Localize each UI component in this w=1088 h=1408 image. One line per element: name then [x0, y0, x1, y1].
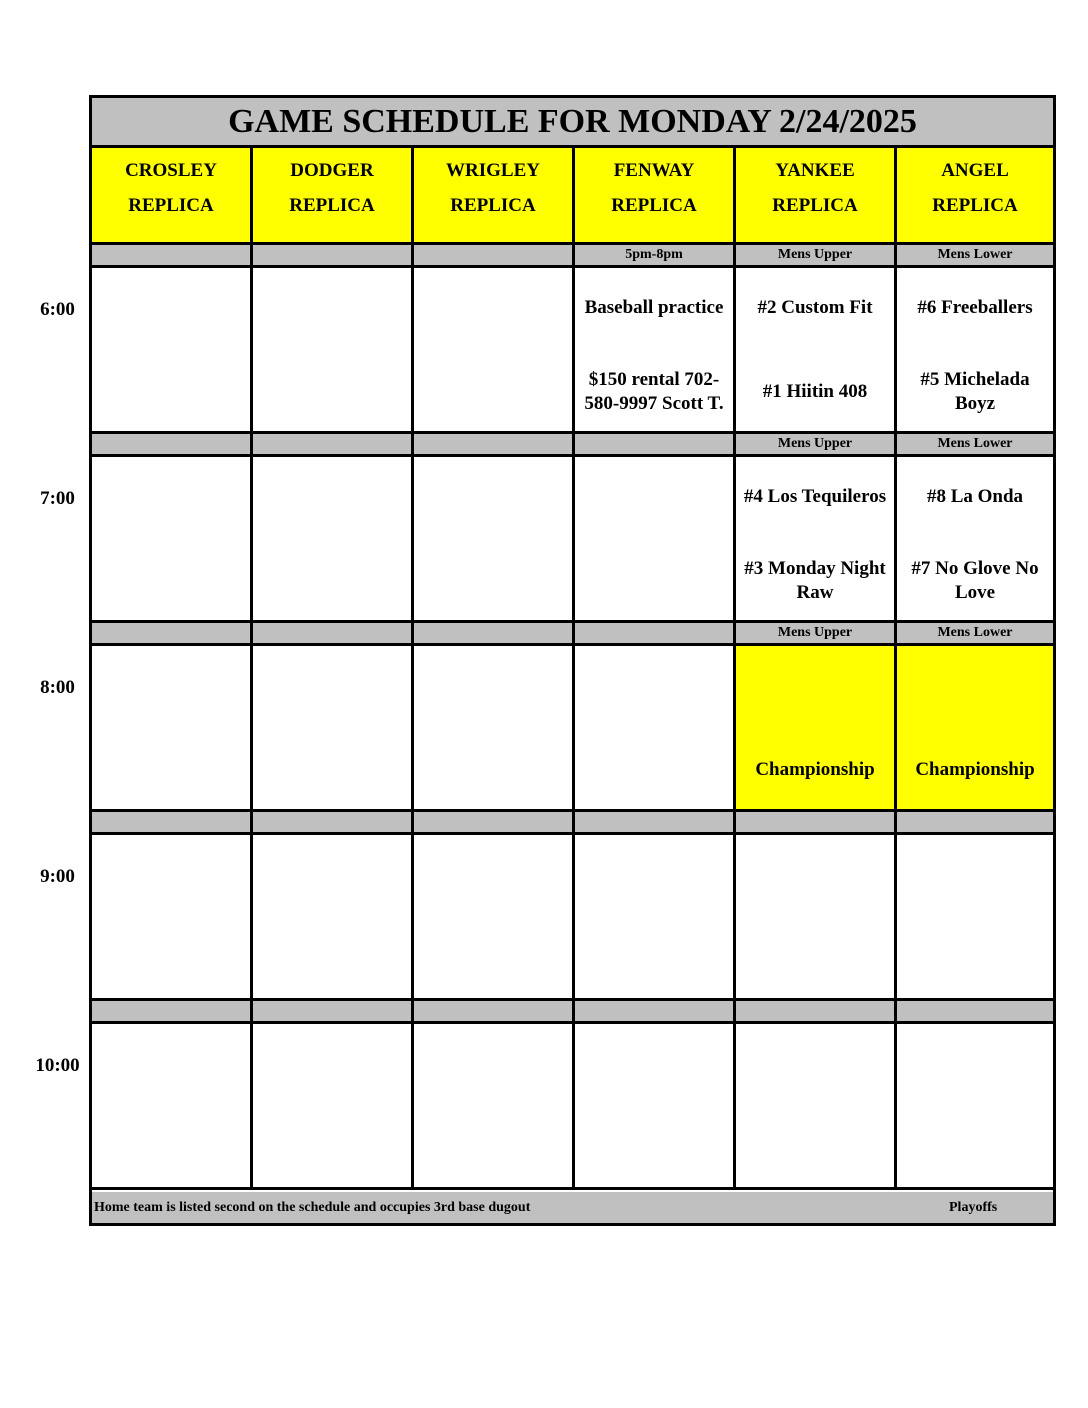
field-type: REPLICA: [772, 195, 858, 216]
game-bottom: #1 Hiitin 408: [762, 381, 868, 402]
slot-label: [575, 812, 733, 832]
game-top: [255, 662, 409, 710]
game-top: Baseball practice: [584, 297, 724, 318]
game-cell: [736, 457, 894, 620]
slot-label: [253, 434, 411, 454]
game-cell: [414, 646, 572, 809]
game-bottom: [255, 934, 409, 984]
slot-label: [575, 1001, 733, 1021]
footer-note: Home team is listed second on the schedule and occupies 3rd base dugout: [94, 1199, 531, 1215]
game-bottom: #7 No Glove No Love: [911, 558, 1039, 603]
game-bottom: [94, 367, 248, 417]
slot-label: Mens Upper: [736, 245, 894, 265]
game-bottom: Championship: [755, 759, 875, 780]
game-top: [94, 473, 248, 521]
game-top: [416, 851, 570, 899]
game-cell: [253, 1024, 411, 1187]
slot-label: [92, 245, 250, 265]
field-name: DODGER: [290, 160, 374, 181]
game-cell: [736, 1024, 894, 1187]
game-bottom: [255, 367, 409, 417]
slot-label: Mens Lower: [897, 434, 1053, 454]
slot-label: [414, 812, 572, 832]
game-bottom: [255, 556, 409, 606]
slot-label: [253, 1001, 411, 1021]
slot-label: Mens Upper: [736, 623, 894, 643]
game-bottom: [577, 556, 731, 606]
game-top: [577, 662, 731, 710]
game-top: [577, 473, 731, 521]
game-bottom: [416, 745, 570, 795]
game-bottom: Championship: [915, 759, 1035, 780]
game-bottom: [416, 1123, 570, 1173]
game-cell: [253, 646, 411, 809]
game-cell: [92, 646, 250, 809]
game-bottom: [899, 934, 1051, 984]
column-divider: [733, 148, 736, 1189]
field-header-yankee: [736, 148, 894, 242]
game-cell: [897, 457, 1053, 620]
game-bottom: [738, 1123, 892, 1173]
game-bottom: $150 rental 702-580-9997 Scott T.: [584, 369, 724, 414]
game-cell: [897, 268, 1053, 431]
game-cell: [736, 268, 894, 431]
slot-label: 5pm-8pm: [575, 245, 733, 265]
column-divider: [411, 148, 414, 1189]
game-cell: [253, 457, 411, 620]
game-bottom: [255, 1123, 409, 1173]
game-bottom: [577, 745, 731, 795]
game-cell: [414, 1024, 572, 1187]
game-cell: [575, 457, 733, 620]
game-top: [899, 1040, 1051, 1088]
game-bottom: [899, 1123, 1051, 1173]
field-type: REPLICA: [611, 195, 697, 216]
game-bottom: [577, 1123, 731, 1173]
game-bottom: [577, 934, 731, 984]
game-cell: [575, 835, 733, 998]
game-top: [416, 1040, 570, 1088]
game-bottom: [94, 1123, 248, 1173]
game-cell: [736, 646, 894, 809]
game-cell: [897, 835, 1053, 998]
game-top: [255, 473, 409, 521]
game-top: [94, 284, 248, 332]
game-top: [416, 284, 570, 332]
game-top: [577, 851, 731, 899]
game-top: #4 Los Tequileros: [743, 486, 887, 507]
game-cell: [897, 646, 1053, 809]
slot-label: [253, 623, 411, 643]
game-bottom: #5 Michelada Boyz: [920, 369, 1030, 414]
game-bottom: [416, 367, 570, 417]
slot-label: [92, 434, 250, 454]
slot-label: [92, 1001, 250, 1021]
game-bottom: #3 Monday Night Raw: [744, 558, 886, 603]
field-header-dodger: [253, 148, 411, 242]
field-name: WRIGLEY: [446, 160, 540, 181]
time-label: 8:00: [40, 677, 75, 698]
slot-label: Mens Upper: [736, 434, 894, 454]
game-top: [899, 851, 1051, 899]
time-label: 7:00: [40, 488, 75, 509]
game-cell: [253, 268, 411, 431]
game-cell: [414, 457, 572, 620]
game-cell: [253, 835, 411, 998]
column-divider: [894, 148, 897, 1189]
field-type: REPLICA: [128, 195, 214, 216]
game-top: [255, 851, 409, 899]
field-name: FENWAY: [613, 160, 695, 181]
slot-label: [414, 245, 572, 265]
time-label: 9:00: [40, 866, 75, 887]
game-bottom: [416, 934, 570, 984]
game-bottom: [738, 934, 892, 984]
game-cell: [575, 646, 733, 809]
game-cell: [92, 1024, 250, 1187]
footer-legend: Playoffs: [949, 1199, 998, 1215]
game-top: [94, 1040, 248, 1088]
game-bottom: [94, 745, 248, 795]
game-top: #2 Custom Fit: [757, 297, 873, 318]
slot-label: [897, 812, 1053, 832]
slot-label: [414, 623, 572, 643]
game-cell: [414, 268, 572, 431]
game-top: [577, 1040, 731, 1088]
game-cell: [92, 268, 250, 431]
game-cell: [414, 835, 572, 998]
slot-label: [92, 812, 250, 832]
field-type: REPLICA: [450, 195, 536, 216]
slot-label: [92, 623, 250, 643]
field-type: REPLICA: [932, 195, 1018, 216]
game-bottom: [94, 556, 248, 606]
slot-label: Mens Lower: [897, 623, 1053, 643]
field-header-fenway: [575, 148, 733, 242]
slot-label: [575, 434, 733, 454]
game-top: #6 Freeballers: [917, 297, 1033, 318]
game-cell: [575, 1024, 733, 1187]
game-top: [899, 662, 1051, 710]
game-cell: [736, 835, 894, 998]
slot-label: [736, 812, 894, 832]
game-cell: [575, 268, 733, 431]
game-cell: [897, 1024, 1053, 1187]
game-top: [255, 1040, 409, 1088]
field-type: REPLICA: [289, 195, 375, 216]
field-header-wrigley: [414, 148, 572, 242]
game-top: #8 La Onda: [926, 486, 1024, 507]
field-header-angel: [897, 148, 1053, 242]
game-top: [416, 473, 570, 521]
game-top: [738, 662, 892, 710]
game-top: [416, 662, 570, 710]
slot-label: [253, 812, 411, 832]
footer-bar: [92, 1192, 1053, 1223]
game-top: [94, 851, 248, 899]
slot-label: [897, 1001, 1053, 1021]
slot-label: Mens Lower: [897, 245, 1053, 265]
game-top: [738, 1040, 892, 1088]
time-label: 6:00: [40, 299, 75, 320]
slot-label: [575, 623, 733, 643]
game-top: [738, 851, 892, 899]
slot-label: [253, 245, 411, 265]
time-label: 10:00: [35, 1055, 80, 1076]
game-bottom: [94, 934, 248, 984]
game-bottom: [255, 745, 409, 795]
page-title: GAME SCHEDULE FOR MONDAY 2/24/2025: [92, 98, 1053, 145]
slot-label: [414, 434, 572, 454]
field-name: CROSLEY: [125, 160, 217, 181]
game-top: [94, 662, 248, 710]
field-name: YANKEE: [775, 160, 855, 181]
game-cell: [92, 457, 250, 620]
slot-label: [736, 1001, 894, 1021]
field-name: ANGEL: [941, 160, 1009, 181]
slot-label: [414, 1001, 572, 1021]
game-bottom: [416, 556, 570, 606]
game-top: [255, 284, 409, 332]
field-header-crosley: [92, 148, 250, 242]
column-divider: [572, 148, 575, 1189]
game-cell: [92, 835, 250, 998]
column-divider: [250, 148, 253, 1189]
